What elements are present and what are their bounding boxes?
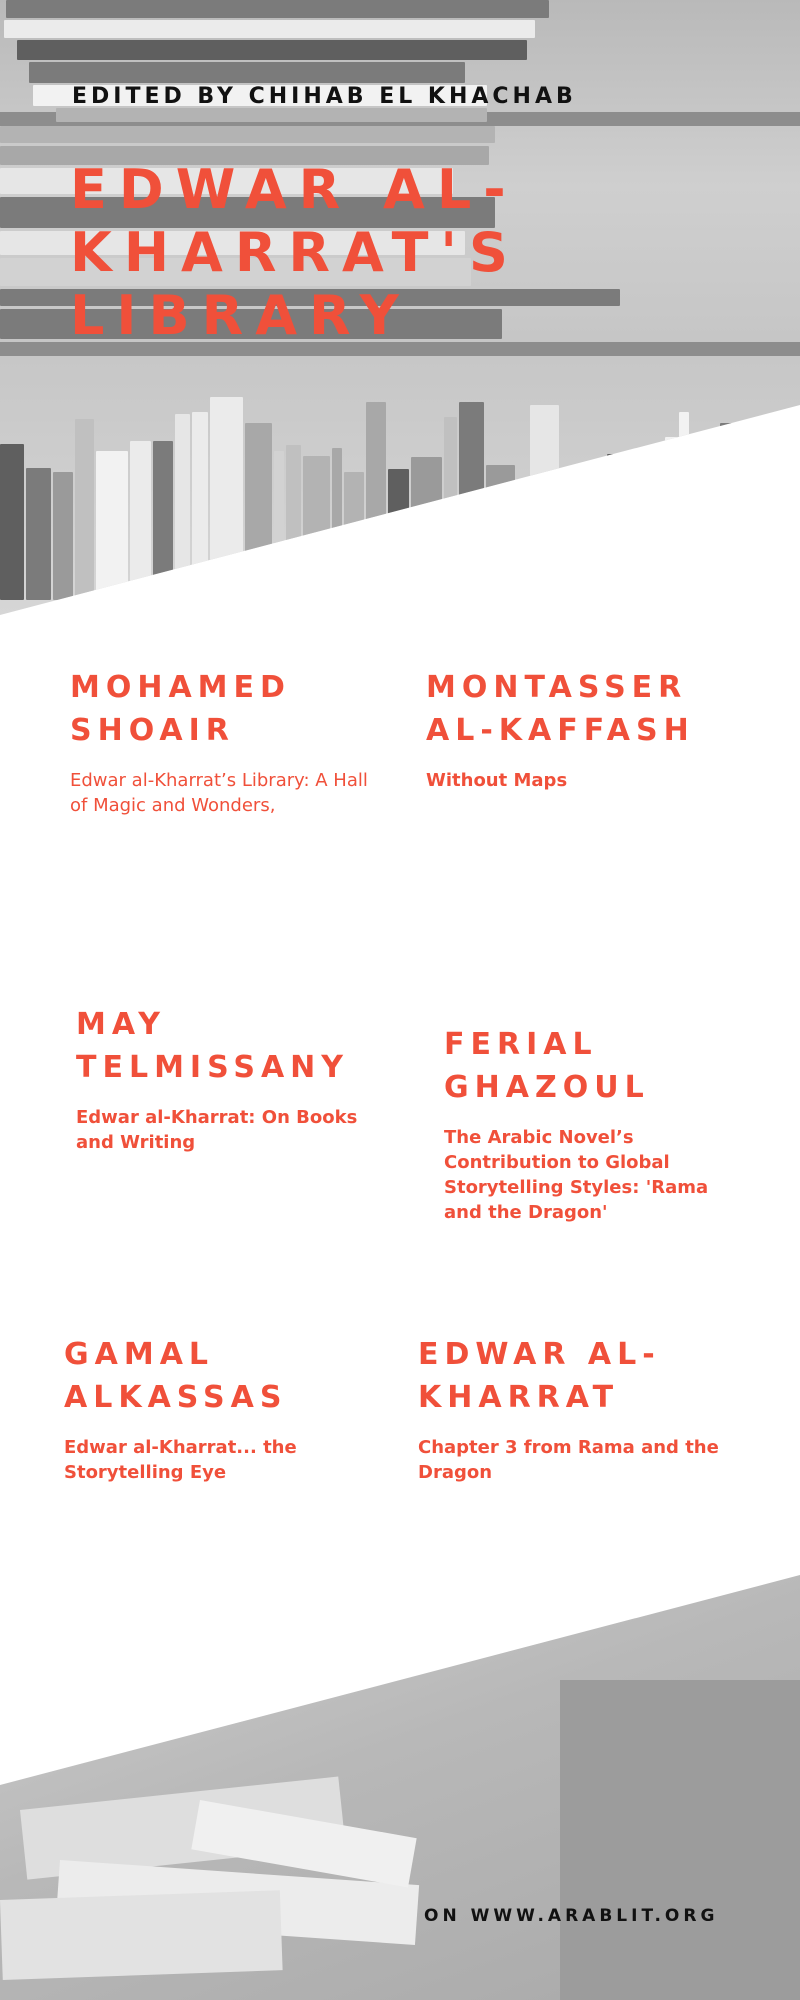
entry-author: FERIAL GHAZOUL: [444, 1027, 650, 1105]
book-spine: [210, 397, 243, 600]
entry-work: Edwar al-Kharrat: On Books and Writing: [76, 1107, 358, 1153]
entry-author: MONTASSER AL-KAFFASH: [426, 670, 695, 748]
book-spine: [29, 62, 465, 83]
book-spine: [96, 451, 128, 600]
book-spine: [366, 402, 386, 600]
papers-background-image: [0, 1560, 800, 2000]
book-spine: [4, 20, 535, 38]
editor-credit: EDITED BY CHIHAB EL KHACHAB: [72, 84, 577, 109]
book-spine: [584, 475, 605, 600]
book-spine: [0, 126, 495, 143]
book-spine: [303, 456, 330, 600]
entry-montasser-al-kaffash: [426, 666, 766, 793]
book-spine: [53, 472, 73, 600]
dark-fabric: [560, 1680, 800, 2000]
book-spine: [769, 474, 780, 600]
entry-work: Edwar al-Kharrat’s Library: A Hall of Magic and Wonders,: [70, 770, 368, 816]
book-spine: [344, 472, 364, 600]
book-spine: [607, 454, 622, 600]
book-spine: [175, 414, 190, 600]
entry-edwar-al-kharrat: [418, 1333, 738, 1485]
page-title: EDWAR AL-KHARRAT'S LIBRARY: [70, 158, 520, 347]
book-spine: [153, 441, 173, 600]
book-spine: [561, 476, 582, 600]
entry-author: MOHAMED SHOAIR: [70, 670, 291, 748]
entry-work: Edwar al-Kharrat... the Storytelling Eye: [64, 1437, 297, 1483]
entry-work: Chapter 3 from Rama and the Dragon: [418, 1437, 719, 1483]
entry-ferial-ghazoul: [444, 1023, 744, 1225]
book-spine: [192, 412, 208, 600]
book-spine: [6, 0, 549, 18]
entry-mohamed-shoair: [70, 666, 370, 818]
entry-gamal-alkassas: [64, 1333, 364, 1485]
entry-may-telmissany: [76, 1003, 376, 1155]
book-spine: [517, 479, 528, 600]
book-spine: [749, 474, 767, 600]
entry-work: Without Maps: [426, 770, 568, 791]
book-spine: [286, 445, 301, 600]
book-spine: [274, 451, 284, 600]
book-spine: [530, 405, 559, 600]
paper-sheet: [0, 1890, 283, 1980]
entry-work: The Arabic Novel’s Contribution to Global Storytelling Styles: 'Rama and the Dragon': [444, 1127, 709, 1223]
book-spine: [486, 465, 515, 600]
book-spine: [720, 423, 747, 600]
book-spine: [691, 450, 718, 600]
book-spine: [56, 108, 487, 122]
book-spine: [411, 457, 442, 600]
book-spine: [17, 40, 527, 60]
entry-author: GAMAL ALKASSAS: [64, 1337, 288, 1415]
book-spine: [624, 466, 637, 600]
book-spine: [665, 437, 677, 600]
book-spine: [444, 417, 457, 600]
book-spine: [459, 402, 484, 600]
book-spine: [332, 448, 342, 600]
book-spine: [75, 419, 94, 600]
entry-author: EDWAR AL-KHARRAT: [418, 1337, 661, 1415]
book-spine: [679, 412, 689, 600]
website-link[interactable]: ON WWW.ARABLIT.ORG: [424, 1906, 719, 1926]
book-spine: [0, 444, 24, 600]
book-spine: [245, 423, 272, 600]
book-spine: [639, 473, 663, 600]
book-spine: [388, 469, 409, 600]
entry-author: MAY TELMISSANY: [76, 1007, 350, 1085]
book-spine: [130, 441, 151, 600]
book-spine: [26, 468, 51, 600]
